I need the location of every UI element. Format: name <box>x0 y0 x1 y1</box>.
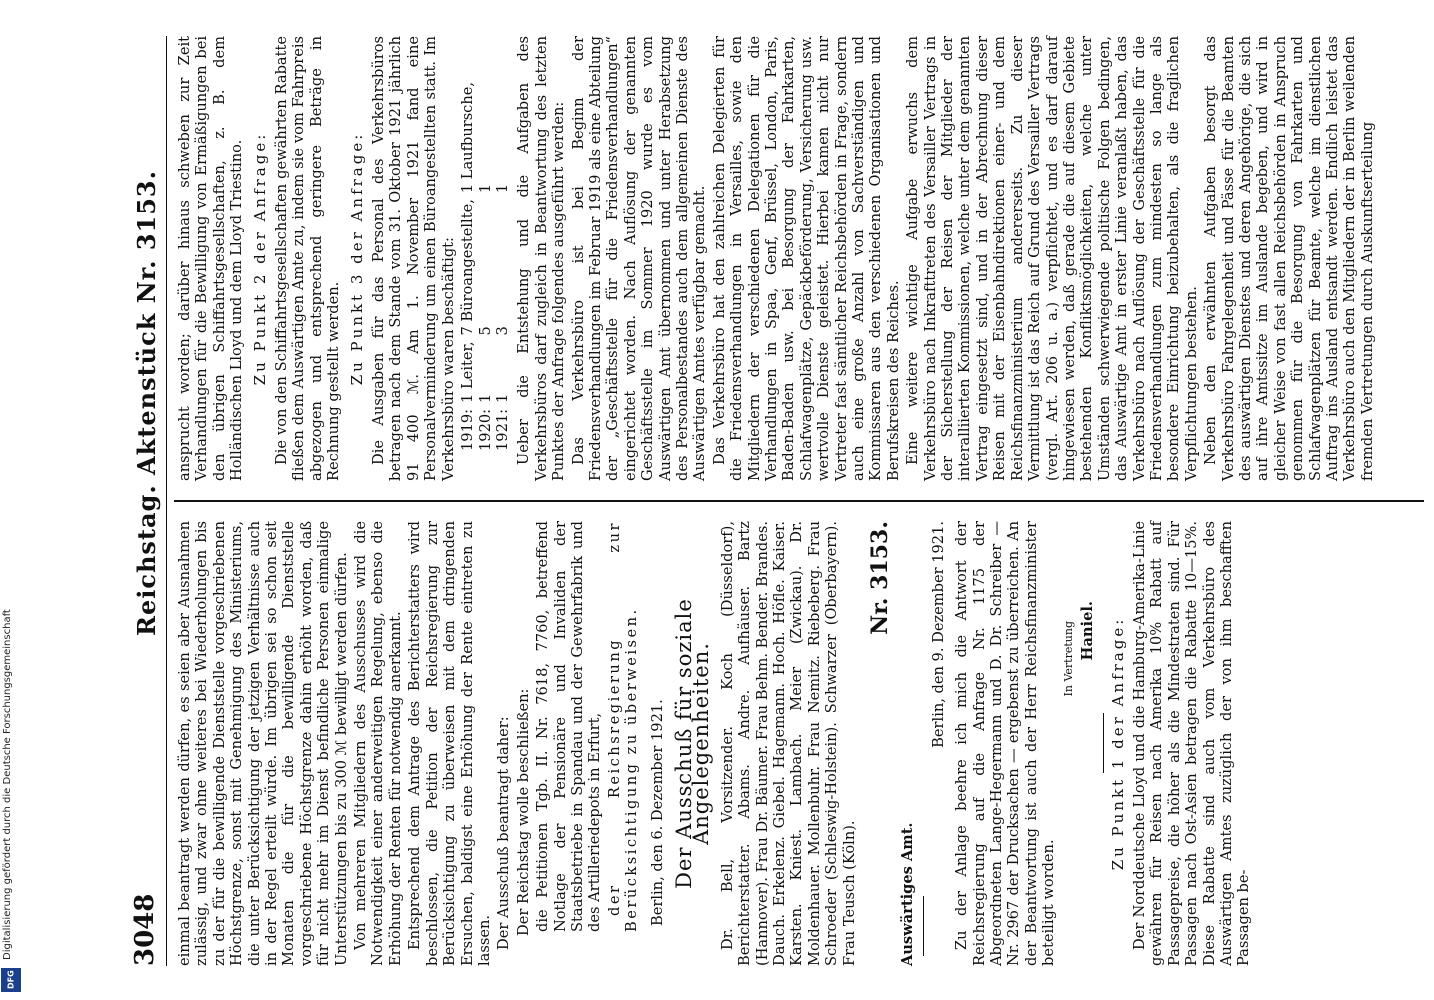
table-row <box>477 76 494 451</box>
signature-role: In Vertretung <box>1061 621 1075 697</box>
paragraph: Die Ausgaben für das Personal des Verkehrsbüros betragen nach dem Stande vom 31. Oktober 1921 jährlich 91 400 ℳ. Am 1. November 1921 fand eine Personalverminderung um einen Büroangestellten statt. Im Verkehrsbüro waren beschäftigt: <box>370 36 457 481</box>
paragraph: Der Norddeutsche Lloyd und die Hamburg-Amerika-Linie gewähren für Reisen nach Amerika 10% Rabatt auf Passagepreise, die höher als die Mindestraten sind. Für Passagen nach Ost-Asien betragen die Rabatte 10—15%. Diese Rabatte sind auch vom Verkehrsbüro des Auswärtigen Amtes zuzüglich der von ihm beschafften Passagen be- <box>1130 521 1253 966</box>
page-content <box>112 6 1434 996</box>
paragraph: Neben den erwähnten Aufgaben besorgt das Verkehrsbüro Fahrgelegenheit und Pässe für die Beamten des auswärtigen Dienstes und deren Angehörige, die sich auf ihre Amtssitze im Auslande begeben, und wird in gleicher Weise von fast allen Reichsbehörden in Anspruch genommen für die Besorgung von Fahrkarten und Schlafwagenplätzen für Beamte, welche im dienstlichen Auftrag ins Ausland entsandt werden. Endlich leistet das Verkehrsbüro auch den Mitgliedern der in Berlin weilenden fremden Vertretungen durch Auskunftserteilung <box>1202 36 1376 481</box>
digitization-credit <box>0 0 22 1000</box>
table-row <box>494 76 511 451</box>
credit-text: Digitalisierung gefördert durch die Deutsche Forschungsgemeinschaft <box>2 609 13 960</box>
paragraph: ansprucht worden; darüber hinaus schweben zur Zeit Verhandlungen für die Bewilligung von Ermäßigungen bei den übrigen Schiffahrtsgesellschaften, z. B. dem Holländischen Lloyd und dem Lloyd Triestino. <box>176 36 246 481</box>
page-header <box>126 36 167 966</box>
table-cell: 1 Leiter, <box>459 341 477 403</box>
paragraph: Ueber die Entstehung und die Aufgaben des Verkehrsbüros darf zugleich in Beantwortung des letzten Punktes der Anfrage folgendes ausgeführt werden: <box>515 36 568 481</box>
dfg-logo: DFG <box>1 968 21 992</box>
paragraph: Zu der Anlage beehre ich mich die Antwort der Reichsregierung auf die Anfrage Nr. 1175 der Abgeordneten Lange-Hegermann und D. Dr. Schreiber — Nr. 2967 der Drucksachen — ergebenst zu überreichen. An der Beantwortung ist auch der Herr Reichsfinanzminister beteiligt worden. <box>953 521 1058 966</box>
paragraph: Das Verkehrsbüro ist bei Beginn der Friedensverhandlungen im Februar 1919 als eine Abteilung der „Geschäftsstelle für die Friedensverhandlungen“ eingerichtet worden. Nach Auflösung der genannten Geschäftsstelle im Sommer 1920 wurde es vom Auswärtigen Amt übernommen und unter Herabsetzung des Personalbestandes auch dem allgemeinen Dienste des Auswärtigen Amtes verfügbar gemacht. <box>569 36 709 481</box>
paragraph: einmal beantragt werden dürfen, es seien aber Ausnahmen zulässig, und zwar ohne weiteres bei Wiederholungen bis zu der für die bewilligende Dienststelle vorgeschriebenen Höchstgrenze, sonst mit Genehmigung des Ministeriums, die unter Berücksichtigung der jetzigen Verhältnisse auch in der Regel erteilt würde. Im übrigen sei so schon seit Monaten die für die bewilligende Dienststelle vorgeschriebene Höchstgrenze dahin erhöht worden, daß für nicht mehr im Dienst befindliche Personen einmalige Unterstützungen bis zu 300 ℳ bewilligt werden dürfen. <box>176 521 350 966</box>
page-number: 3048 <box>130 893 160 966</box>
table-cell: 1 Laufbursche, <box>459 81 477 194</box>
paragraph: Das Verkehrsbüro hat den zahlreichen Delegierten für die Friedensverhandlungen in Versailles, sowie den Mitgliedern der verschiedenen Delegationen für die Verhandlungen in Spaa, Genf, Brüssel, London, Paris, Baden-Baden usw. bei Besorgung der Fahrkarten, Schlafwagenplätze, Gepäckbeförderung, Versicherung usw. wertvolle Dienste geleistet. Hierbei kamen nicht nur Vertreter fast sämtlicher Reichsbehörden in Frage, sondern auch eine große Anzahl von Sachverständigen und Kommissaren aus den verschiedenen Organisationen und Berufskreisen des Reiches. <box>710 36 902 481</box>
section-heading: Zu Punkt 2 der Anfrage: <box>250 131 269 386</box>
rotated-page <box>112 6 1434 996</box>
right-column <box>176 36 1426 481</box>
divider <box>923 896 924 956</box>
column-divider <box>174 501 1424 503</box>
table-cell: 3 <box>493 326 511 336</box>
table-cell: 1 <box>476 183 494 194</box>
paragraph: die Petitionen Tgb. II. Nr. 7618, 7760, betreffend Notlage der Pensionäre und Invaliden der Staatsbetriebe in Spandau und der Gewehrfabrik und des Artilleriedepots in Erfurt, <box>534 521 604 932</box>
table-cell: 7 Büroangestellte, <box>459 199 477 336</box>
section-heading: Zu Punkt 1 der Anfrage: <box>1108 616 1127 871</box>
table-row <box>459 76 476 451</box>
paragraph: Der Ausschuß beantragt daher: <box>495 716 513 950</box>
section-heading: Zu Punkt 3 der Anfrage: <box>347 131 366 386</box>
date: Berlin, den 6. Dezember 1921. <box>648 699 666 926</box>
paragraph: Eine weitere wichtige Aufgabe erwuchs dem Verkehrsbüro nach Inkrafttreten des Versailler Vertrags in der Sicherstellung der Reisen der Mitglieder der interalliierten Kommissionen, welche unter dem genannten Vertrag eingesetzt sind, und in der Abrechnung dieser Reisen mit der Eisenbahndirektionen einer- und dem Reichsfinanzministerium andererseits. Zu dieser Vermittlung ist das Reich auf Grund des Versailler Vertrags (vergl. Art. 206 u. a.) verpflichtet, und es darf darauf hingewiesen werden, daß gerade die auf diesem Gebiete bestehenden Konfliktsmöglichkeiten, welche unter Umständen schwerwiegende politische Folgen bedingen, das Auswärtige Amt in erster Linie veranlaßt haben, das Verkehrsbüro nach Auflösung der Geschäftsstelle für die Friedensverhandlungen zum mindesten so lange als besondere Einrichtung beizubehalten, als die fraglichen Verpflichtungen bestehen. <box>904 36 1200 481</box>
committee-title: Der Ausschuß für soziale Angelegenheiten. <box>671 598 714 889</box>
table-cell: 1 <box>493 393 511 403</box>
paragraph: Die von den Schiffahrtsgesellschaften gewährten Rabatte fließen dem Auswärtigen Amte zu, indem sie vom Fahrpreis abgezogen und entsprechend geringere Beträge in Rechnung gestellt werden. <box>273 36 343 481</box>
document-number: Nr. 3153. <box>867 521 894 635</box>
signature-name: Haniel. <box>1079 601 1097 661</box>
member-list: Dr. Bell, Vorsitzender. Koch (Düsseldorf), Berichterstatter. Abams. Andre. Aufhäuser. Bartz (Hannover). Frau Dr. Bäumer. Frau Behm. Bender. Brandes. Dauch. Erkelenz. Giebel. Hagemann. Hoch. Höfle. Kaiser. Karsten. Kniest. Lambach. Meier (Zwickau). Dr. Moldenhauer. Mollenbuhr. Frau Nemitz. Riebeberg. Frau Schroeder (Schleswig-Holstein). Schwarzer (Oberbayern). Frau Teusch (Köln). <box>718 521 858 966</box>
table-cell: 1921: <box>493 408 511 451</box>
paragraph: der Reichsregierung zur Berücksichtigung zu überweisen. <box>605 521 641 932</box>
table-cell: 1919: <box>459 408 477 451</box>
divider <box>1103 714 1104 774</box>
running-title: Reichstag. Aktenstück Nr. 3153. <box>132 170 161 636</box>
paragraph: Entsprechend dem Antrage des Berichterstatters wird beschlossen, die Petition der Reichsregierung zur Berücksichtigung zu überweisen mit dem dringenden Ersuchen, baldigst eine Erhöhung der Rente eintreten zu lassen. <box>406 521 493 966</box>
date: Berlin, den 9. Dezember 1921. <box>929 521 947 748</box>
paragraph: Der Reichstag wolle beschließen: <box>514 688 532 936</box>
staff-table <box>459 76 511 451</box>
table-cell: 1 <box>493 183 511 194</box>
table-cell: 1920: <box>476 408 494 451</box>
ministry-heading: Auswärtiges Amt. <box>899 822 917 966</box>
left-column <box>176 521 1426 966</box>
table-cell: 5 <box>476 326 494 336</box>
paragraph: Von mehreren Mitgliedern des Ausschusses wird die Notwendigkeit einer anderweitigen Regelung, ebenso die Erhöhung der Renten für notwendig anerkannt. <box>352 521 404 966</box>
table-cell: 1 <box>476 393 494 403</box>
